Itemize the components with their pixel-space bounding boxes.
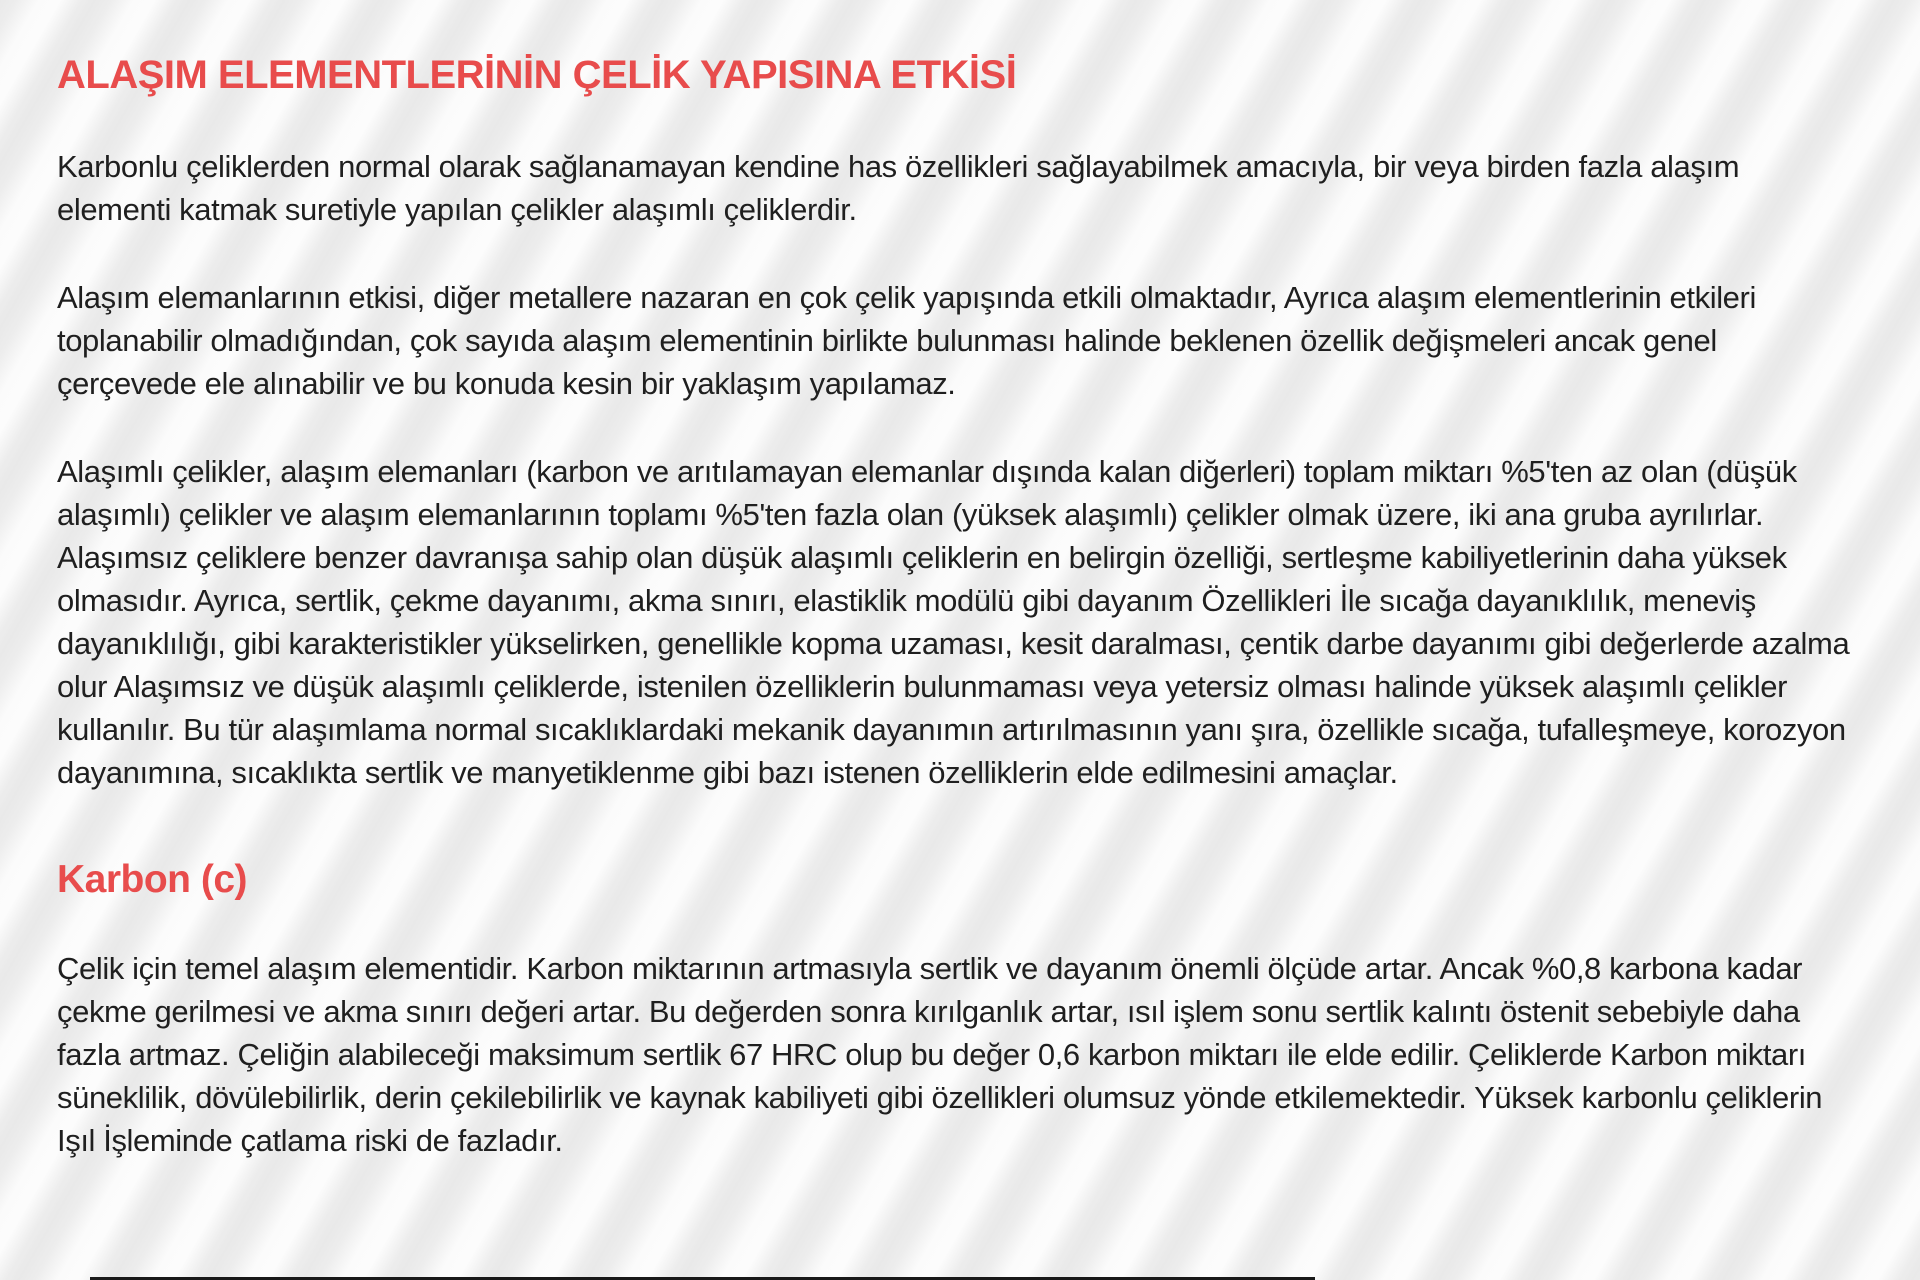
paragraph-alloy-groups: Alaşımlı çelikler, alaşım elemanları (karbon ve arıtılamayan elemanlar dışında kalan diğerleri) toplam miktarı %5'ten az olan (düşük alaşımlı) çelikler ve alaşım elemanlarının toplamı %5'ten fazla olan (yüksek alaşımlı) çelikler olmak üzere, iki ana gruba ayrılırlar. Alaşımsız çeliklere benzer davranışa sahip olan düşük alaşımlı çeliklerin en belirgin özelliği, sertleşme kabiliyetlerinin daha yüksek olmasıdır. Ayrıca, sertlik, çekme dayanımı, akma sınırı, elastiklik modülü gibi dayanım Özellikleri İle sıcağa dayanıklılık, meneviş dayanıklılığı, gibi karakteristikler yükselirken, genellikle kopma uzaması, kesit daralması, çentik darbe dayanımı gibi değerlerde azalma olur Alaşımsız ve düşük alaşımlı çeliklerde, istenilen özelliklerin bulunmaması veya yetersiz olması halinde yüksek alaşımlı çelikler kullanılır. Bu tür alaşımlama normal sıcaklıklardaki mekanik dayanımın artırılmasının yanı şıra, özellikle sıcağa, tufalleşmeye, korozyon dayanımına, sıcaklıkta sertlik ve manyetiklenme gibi bazı istenen özelliklerin elde edilmesini amaçlar. [57,454,1850,790]
section-heading-karbon: Karbon (c) [57,858,247,901]
paragraph-alloy-effects: Alaşım elemanlarının etkisi, diğer metallere nazaran en çok çelik yapışında etkili olmaktadır, Ayrıca alaşım elementlerinin etkileri toplanabilir olmadığından, çok sayıda alaşım elementinin birlikte bulunması halinde beklenen özellik değişmeleri ancak genel çerçevede ele alınabilir ve bu konuda kesin bir yaklaşım yapılamaz. [57,280,1756,401]
paragraph-karbon: Çelik için temel alaşım elementidir. Karbon miktarının artmasıyla sertlik ve dayanım önemli ölçüde artar. Ancak %0,8 karbona kadar çekme gerilmesi ve akma sınırı değeri artar. Bu değerden sonra kırılganlık artar, ısıl işlem sonu sertlik kalıntı östenit sebebiyle daha fazla artmaz. Çeliğin alabileceği maksimum sertlik 67 HRC olup bu değer 0,6 karbon miktarı ile elde edilir. Çeliklerde Karbon miktarı süneklilik, dövülebilirlik, derin çekilebilirlik ve kaynak kabiliyeti gibi özellikleri olumsuz yönde etkilemektedir. Yüksek karbonlu çeliklerin Işıl İşleminde çatlama riski de fazladır. [57,951,1823,1158]
page-title: ALAŞIM ELEMENTLERİNİN ÇELİK YAPISINA ETKİSİ [57,53,1017,97]
paragraph-intro: Karbonlu çeliklerden normal olarak sağlanamayan kendine has özellikleri sağlayabilmek amacıyla, bir veya birden fazla alaşım elementi katmak suretiyle yapılan çelikler alaşımlı çeliklerdir. [57,149,1740,227]
